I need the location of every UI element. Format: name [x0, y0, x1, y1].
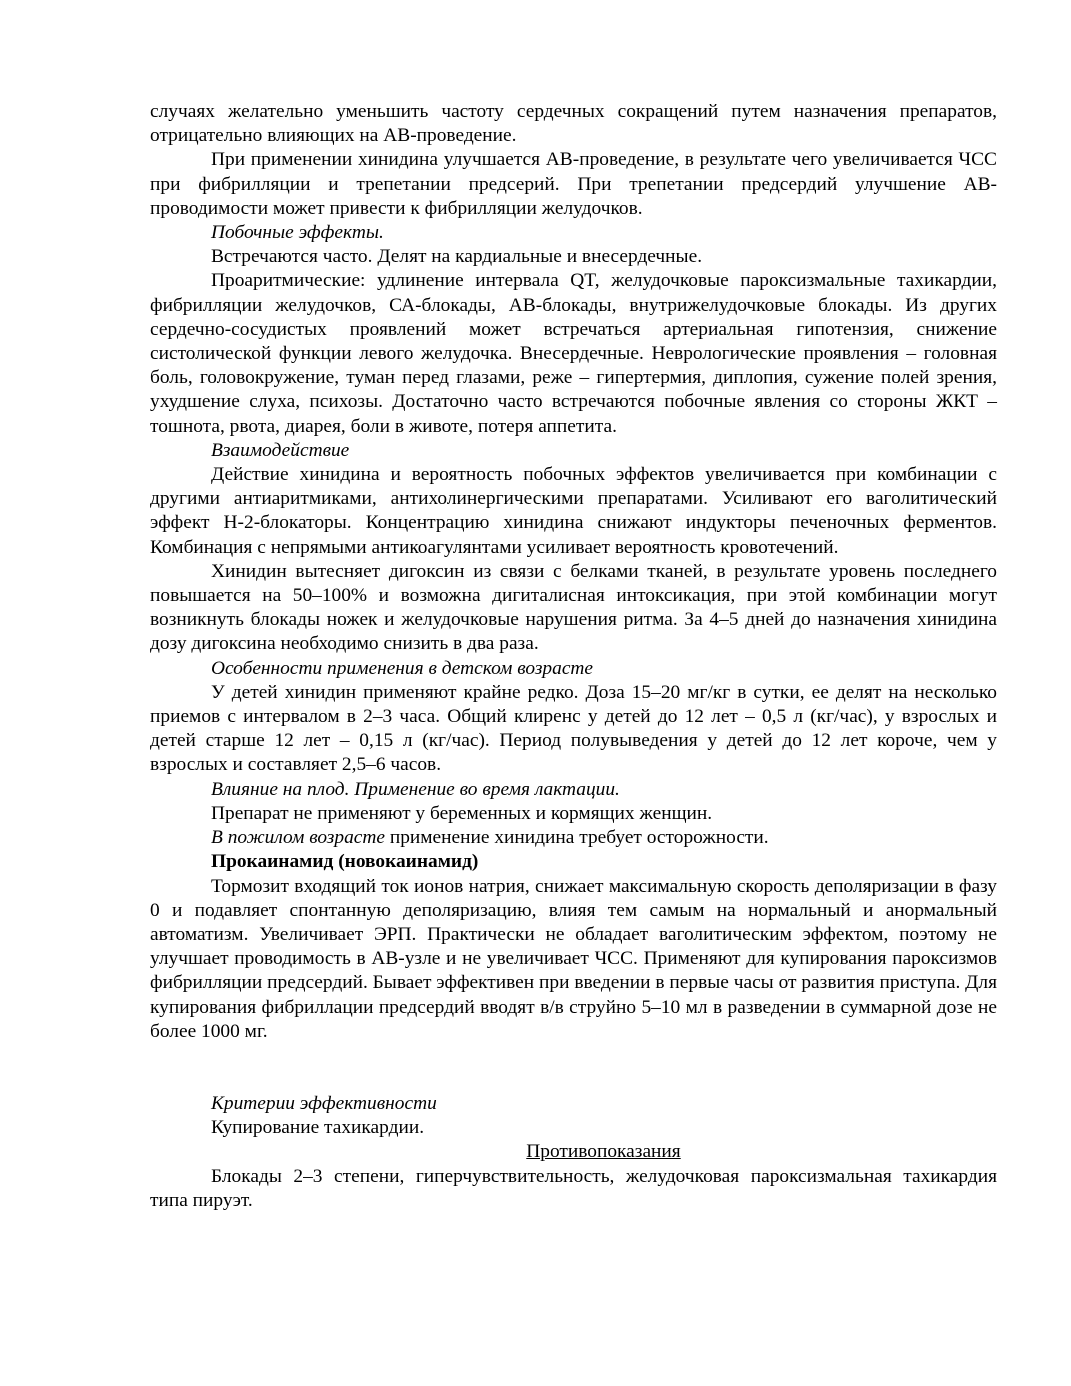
- paragraph-av-conduction-end: случаях желательно уменьшить частоту сердечных сокращений путем назначения препаратов, отрицательно влияющих на АВ-проведение.: [150, 101, 997, 147]
- heading-contraindications: Противопоказания: [526, 1141, 681, 1163]
- heading-fetus-lactation: Влияние на плод. Применение во время лактации.: [211, 778, 620, 800]
- elderly-rest: применение хинидина требует осторожности.: [384, 827, 769, 849]
- paragraph-procainamide: Тормозит входящий ток ионов натрия, снижает максимальную скорость деполяризации в фазу 0 и подавляет спонтанную деполяризацию, влияя тем самым на нормальный и анормальный автоматизм. Увеличивает ЭРП. Практически не обладает ваголитическим эффектом, поэтому не улучшает проводимость в АВ-узле и не увеличивает ЧСС. Применяют для купирования пароксизмов фибрилляции предсердий. Бывает эффективен при введении в первые часы от развития приступа. Для купирования фибриллации предсердий вводят в/в струйно 5–10 мл в разведении в суммарной дозе не более 1000 мг.: [150, 875, 997, 1042]
- paragraph-criteria: Купирование тахикардии.: [211, 1117, 425, 1139]
- paragraph-interaction: Действие хинидина и вероятность побочных эффектов увеличивается при комбинации с другими антиаритмиками, антихолинергическими препаратами. Усиливают его ваголитический эффект Н-2-блокаторы. Концентрацию хинидина снижают индукторы печеночных ферментов. Комбинация с непрямыми антикоагулянтами усиливает вероятность кровотечений.: [150, 464, 997, 558]
- document-page: [150, 100, 997, 1213]
- paragraph-contraindications: Блокады 2–3 степени, гиперчувствительность, желудочковая пароксизмальная тахикардия типа пируэт.: [150, 1165, 997, 1211]
- paragraph-quinidine-av: При применении хинидина улучшается АВ-проведение, в результате чего увеличивается ЧСС при фибрилляции и трепетании предсерий. При трепетании предсердий улучшение АВ-проводимости может привести к фибрилляции желудочков.: [150, 149, 997, 219]
- paragraph-side-effects-intro: Встречаются часто. Делят на кардиальные и внесердечные.: [211, 246, 703, 268]
- paragraph-elderly: [150, 826, 997, 850]
- paragraph-proarrhythmic: Проаритмические: удлинение интервала QT, желудочковые пароксизмальные тахикардии, фибрилляции желудочков, СА-блокады, АВ-блокады, внутрижелудочковые блокады. Из других сердечно-сосудистых проявлений может встречаться артериальная гипотензия, снижение систолической функции левого желудочка. Внесердечные. Неврологические проявления – головная боль, головокружение, туман перед глазами, реже – гипертермия, диплопия, сужение полей зрения, ухудшение слуха, психозы. Достаточно часто встречаются побочные явления со стороны ЖКТ – тошнота, рвота, диарея, боли в животе, потеря аппетита.: [150, 270, 997, 437]
- paragraph-digoxin: Хинидин вытесняет дигоксин из связи с белками тканей, в результате уровень последнего повышается на 50–100% и возможна дигиталисная интоксикация, при этой комбинации могут возникнуть блокады ножек и желудочковые нарушения ритма. За 4–5 дней до назначения хинидина дозу дигоксина необходимо снизить в два раза.: [150, 560, 997, 655]
- blank-gap: [150, 1044, 997, 1092]
- heading-side-effects: Побочные эффекты.: [211, 222, 384, 244]
- heading-children: Особенности применения в детском возрасте: [211, 657, 594, 679]
- heading-interaction: Взаимодействие: [211, 439, 350, 461]
- paragraph-pregnancy: Препарат не применяют у беременных и кормящих женщин.: [211, 802, 713, 824]
- elderly-italic-lead: В пожилом возрасте: [211, 827, 385, 849]
- paragraph-children: У детей хинидин применяют крайне редко. Доза 15–20 мг/кг в сутки, ее делят на несколько приемов с интервалом в 2–3 часа. Общий клиренс у детей до 12 лет – 0,5 л (кг/час), у взрослых и детей старше 12 лет – 0,15 л (кг/час). Период полувыведения у детей до 12 лет короче, чем у взрослых и составляет 2,5–6 часов.: [150, 681, 997, 776]
- heading-procainamide: Прокаинамид (новокаинамид): [211, 851, 479, 873]
- heading-criteria: Критерии эффективности: [211, 1092, 437, 1114]
